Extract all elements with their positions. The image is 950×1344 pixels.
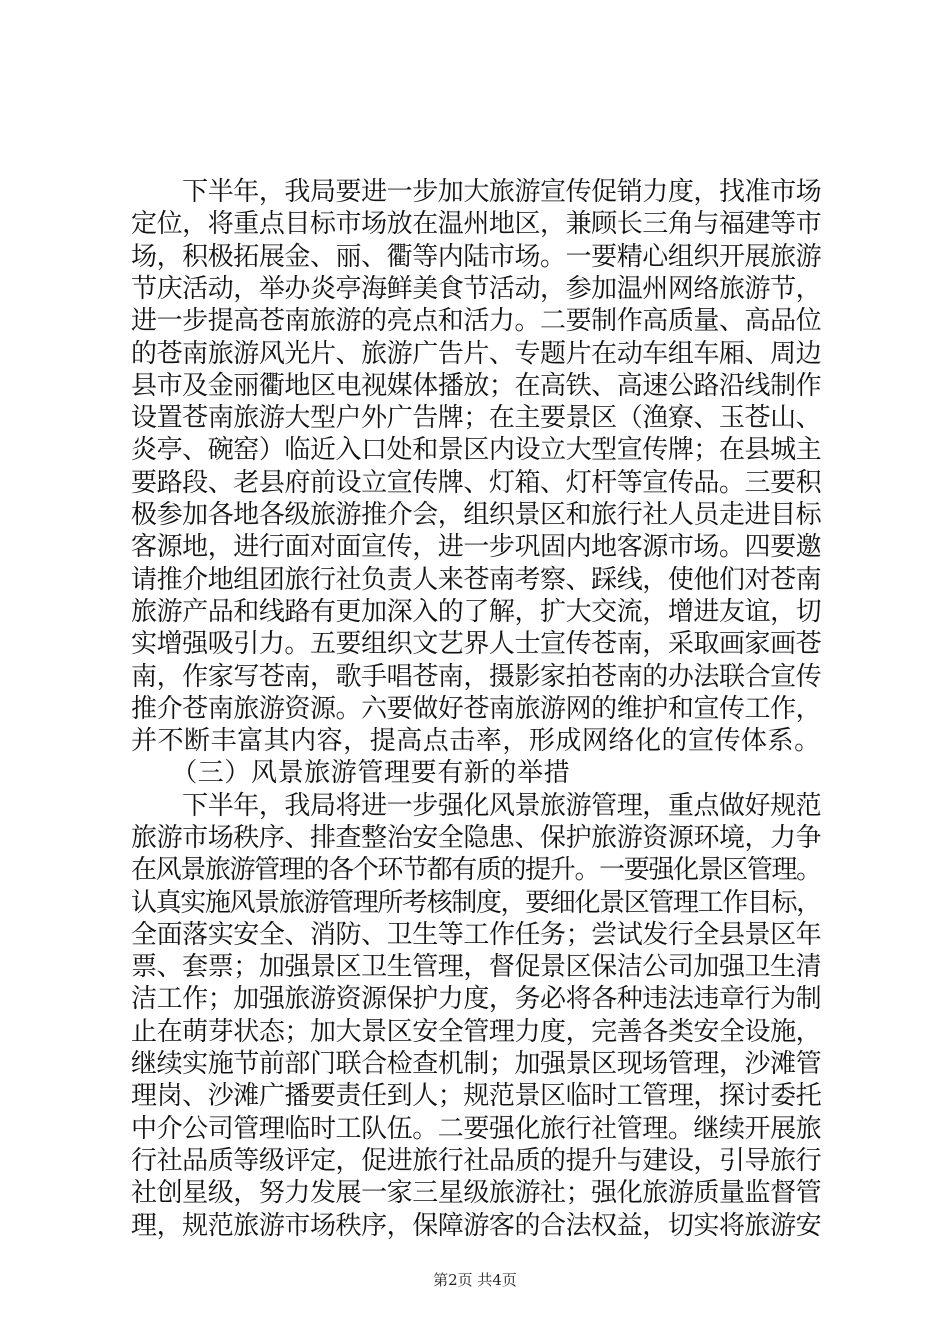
text-line: 要路段、老县府前设立宣传牌、灯箱、灯杆等宣传品。三要积 bbox=[131, 468, 822, 498]
text-line: 极参加各地各级旅游推介会，组织景区和旅行社人员走进目标 bbox=[131, 500, 822, 530]
text-line: （三）风景旅游管理要有新的举措 bbox=[131, 758, 571, 788]
text-line: 行社品质等级评定，促进旅行社品质的提升与建设，引导旅行 bbox=[131, 1146, 822, 1176]
text-line: 县市及金丽衢地区电视媒体播放；在高铁、高速公路沿线制作 bbox=[131, 371, 822, 401]
text-line: 止在萌芽状态；加大景区安全管理力度，完善各类安全设施， bbox=[131, 1017, 822, 1047]
text-line: 请推介地组团旅行社负责人来苍南考察、踩线，使他们对苍南 bbox=[131, 565, 822, 595]
text-line: 实增强吸引力。五要组织文艺界人士宣传苍南，采取画家画苍 bbox=[131, 629, 822, 659]
text-line: 理，规范旅游市场秩序，保障游客的合法权益，切实将旅游安 bbox=[131, 1211, 822, 1241]
text-line: 的苍南旅游风光片、旅游广告片、专题片在动车组车厢、周边 bbox=[131, 339, 822, 369]
text-line: 炎亭、碗窑）临近入口处和景区内设立大型宣传牌；在县城主 bbox=[131, 435, 822, 465]
text-line: 节庆活动，举办炎亭海鲜美食节活动，参加温州网络旅游节， bbox=[131, 274, 822, 304]
text-line: 南，作家写苍南，歌手唱苍南，摄影家拍苍南的办法联合宣传 bbox=[131, 662, 822, 692]
text-line: 继续实施节前部门联合检查机制；加强景区现场管理，沙滩管 bbox=[131, 1049, 822, 1079]
text-line: 中介公司管理临时工队伍。二要强化旅行社管理。继续开展旅 bbox=[131, 1114, 822, 1144]
text-line: 社创星级，努力发展一家三星级旅游社；强化旅游质量监督管 bbox=[131, 1178, 822, 1208]
page-footer: 第2页 共4页 bbox=[433, 1271, 517, 1289]
text-line: 客源地，进行面对面宣传，进一步巩固内地客源市场。四要邀 bbox=[131, 532, 822, 562]
text-line: 票、套票；加强景区卫生管理，督促景区保洁公司加强卫生清 bbox=[131, 952, 822, 982]
text-line: 定位，将重点目标市场放在温州地区，兼顾长三角与福建等市 bbox=[131, 209, 822, 239]
text-line: 在风景旅游管理的各个环节都有质的提升。一要强化景区管理。 bbox=[131, 855, 821, 885]
text-line: 下半年，我局要进一步加大旅游宣传促销力度，找准市场 bbox=[131, 177, 822, 207]
text-line: 并不断丰富其内容，提高点击率，形成网络化的宣传体系。 bbox=[131, 726, 821, 756]
text-line: 下半年，我局将进一步强化风景旅游管理，重点做好规范 bbox=[131, 791, 822, 821]
text-line: 设置苍南旅游大型户外广告牌；在主要景区（渔寮、玉苍山、 bbox=[131, 403, 822, 433]
text-line: 进一步提高苍南旅游的亮点和活力。二要制作高质量、高品位 bbox=[131, 306, 822, 336]
text-line: 洁工作；加强旅游资源保护力度，务必将各种违法违章行为制 bbox=[131, 984, 822, 1014]
text-line: 推介苍南旅游资源。六要做好苍南旅游网的维护和宣传工作， bbox=[131, 694, 822, 724]
text-line: 理岗、沙滩广播要责任到人；规范景区临时工管理，探讨委托 bbox=[131, 1081, 822, 1111]
text-line: 旅游市场秩序、排查整治安全隐患、保护旅游资源环境，力争 bbox=[131, 823, 822, 853]
text-line: 认真实施风景旅游管理所考核制度，要细化景区管理工作目标， bbox=[131, 888, 821, 918]
text-line: 旅游产品和线路有更加深入的了解，扩大交流，增进友谊，切 bbox=[131, 597, 822, 627]
text-line: 场，积极拓展金、丽、衢等内陆市场。一要精心组织开展旅游 bbox=[131, 242, 822, 272]
text-line: 全面落实安全、消防、卫生等工作任务；尝试发行全县景区年 bbox=[131, 920, 822, 950]
